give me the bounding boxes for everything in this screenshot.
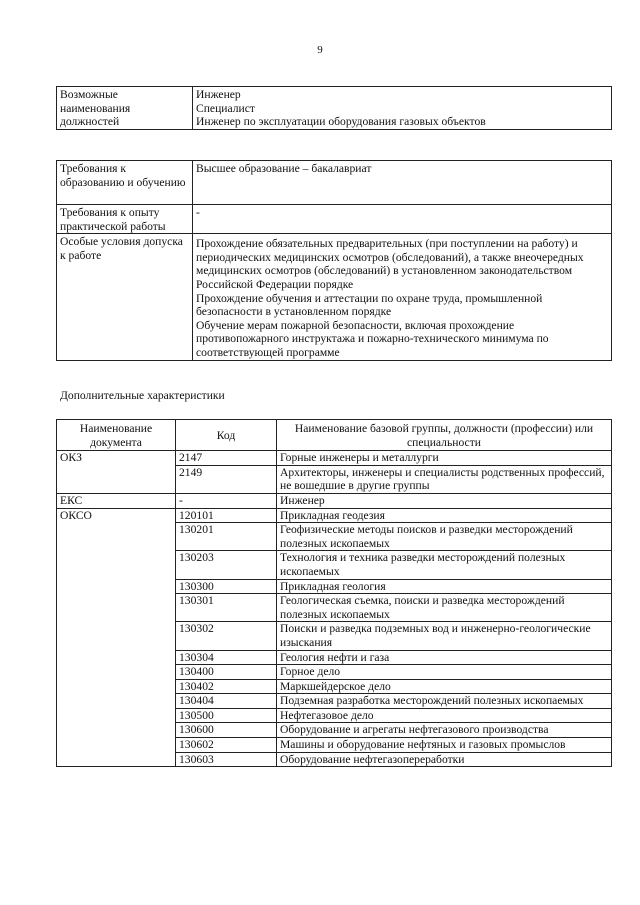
code-cell: 130500 [176,708,277,723]
doc-cell: ОКЗ [57,451,176,494]
column-header-document: Наименование документа [57,420,176,451]
table-row [57,205,612,234]
column-header-code: Код [176,420,277,451]
name-cell: Прикладная геодезия [277,508,612,523]
positions-label: Возможные наименования должностей [57,87,193,130]
additional-table [56,419,612,767]
name-cell: Геология нефти и газа [277,650,612,665]
code-cell: 120101 [176,508,277,523]
name-cell: Геофизические методы поисков и разведки месторождений полезных ископаемых [277,523,612,551]
name-cell: Оборудование нефтегазопереработки [277,752,612,767]
code-cell: 130402 [176,679,277,694]
name-cell: Технология и техника разведки месторождений полезных ископаемых [277,551,612,579]
requirement-value [193,234,612,360]
section-title: Дополнительные характеристики [60,389,225,402]
code-cell: 130602 [176,738,277,753]
code-cell: 130201 [176,523,277,551]
name-cell: Машины и оборудование нефтяных и газовых промыслов [277,738,612,753]
table-row [57,493,612,508]
position-value: Инженер по эксплуатации оборудования газовых объектов [196,115,486,129]
name-cell: Архитекторы, инженеры и специалисты родственных профессий, не вошедшие в другие группы [277,465,612,493]
requirement-label: Требования к образованию и обучению [57,161,193,205]
code-cell: 130301 [176,594,277,622]
table-row [57,161,612,205]
requirement-label: Требования к опыту практической работы [57,205,193,234]
name-cell: Прикладная геология [277,579,612,594]
code-cell: 130603 [176,752,277,767]
table-row [57,87,612,130]
column-header-name: Наименование базовой группы, должности (профессии) или специальности [277,420,612,451]
table-row [57,234,612,360]
code-cell: 2147 [176,451,277,466]
name-cell: Инженер [277,493,612,508]
name-cell: Маркшейдерское дело [277,679,612,694]
name-cell: Поиски и разведка подземных вод и инженерно-геологические изыскания [277,622,612,650]
requirement-value: Высшее образование – бакалавриат [193,161,612,205]
table-row [57,451,612,466]
requirement-value: - [193,205,612,234]
code-cell: 130404 [176,694,277,709]
requirement-line: Прохождение обязательных предварительных (при поступлении на работу) и периодических медицинских осмотров (обследований), а также внеочередных медицинских осмотров (обследований) в установленном законодательством Российской Федерации порядке [196,237,584,291]
requirement-line: Прохождение обучения и аттестации по охране труда, промышленной безопасности в установленном порядке [196,291,543,319]
table-row [57,508,612,523]
name-cell: Нефтегазовое дело [277,708,612,723]
requirement-label: Особые условия допуска к работе [57,234,193,360]
requirement-line: Обучение мерам пожарной безопасности, включая прохождение противопожарного инструктажа и пожарно-технического минимума по соответствующей программе [196,318,549,359]
code-cell: 130302 [176,622,277,650]
table-header-row [57,420,612,451]
name-cell: Оборудование и агрегаты нефтегазового производства [277,723,612,738]
code-cell: 2149 [176,465,277,493]
name-cell: Геологическая съемка, поиски и разведка месторождений полезных ископаемых [277,594,612,622]
name-cell: Горные инженеры и металлурги [277,451,612,466]
positions-table [56,86,612,130]
page-number: 9 [317,44,323,56]
code-cell: 130400 [176,665,277,680]
name-cell: Горное дело [277,665,612,680]
code-cell: 130600 [176,723,277,738]
position-value: Инженер [196,88,241,101]
positions-values [193,87,612,130]
code-cell: 130203 [176,551,277,579]
doc-cell: ОКСО [57,508,176,767]
name-cell: Подземная разработка месторождений полезных ископаемых [277,694,612,709]
code-cell: 130304 [176,650,277,665]
doc-cell: ЕКС [57,493,176,508]
position-value: Специалист [196,101,255,115]
code-cell: 130300 [176,579,277,594]
requirements-table [56,160,612,361]
code-cell: - [176,493,277,508]
